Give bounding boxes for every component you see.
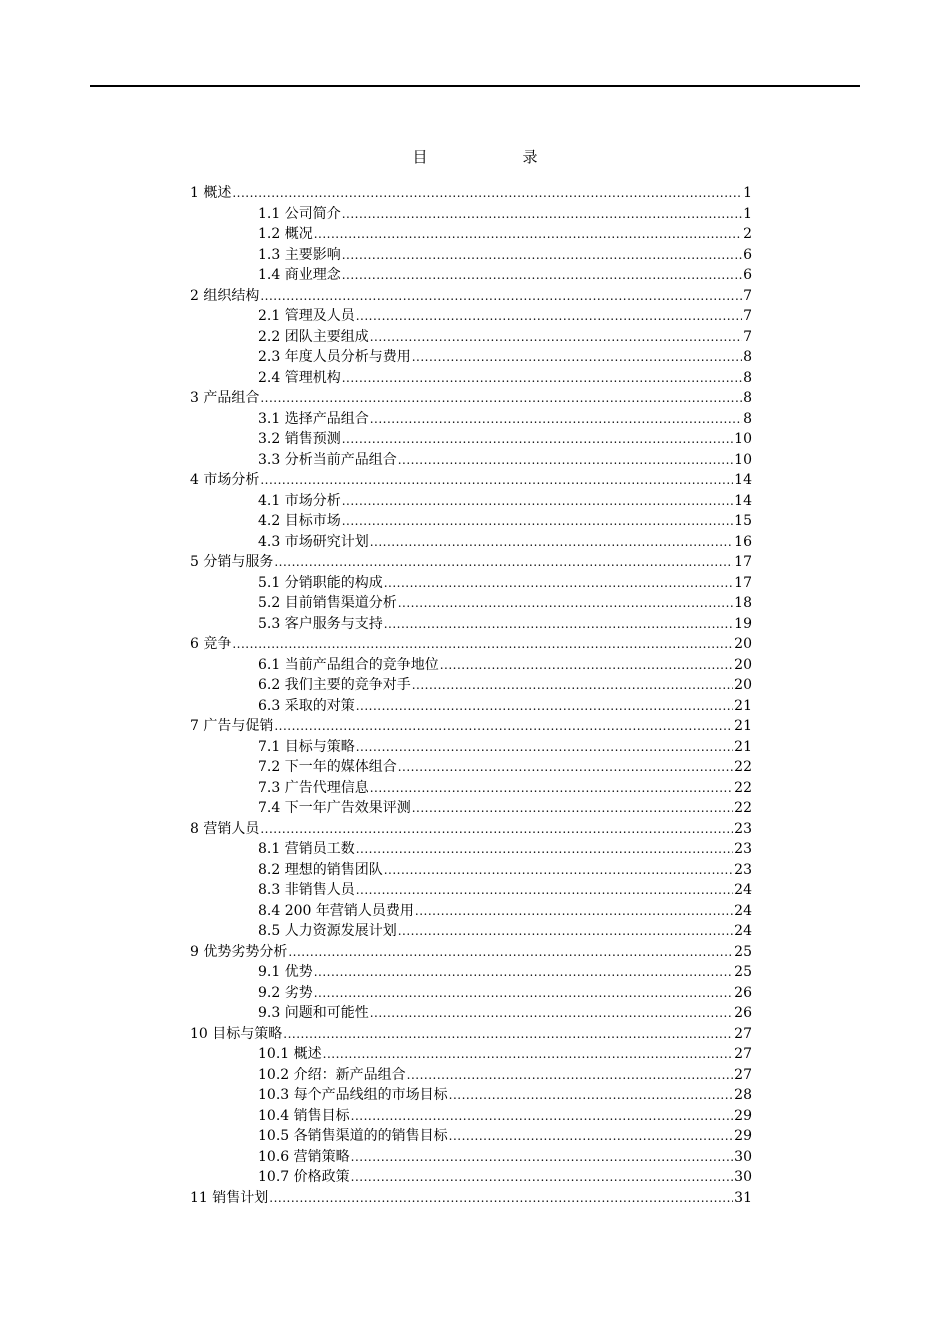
toc-chapter-entry[interactable]: [190, 552, 752, 573]
toc-leader-dots: [342, 429, 733, 450]
toc-section-entry[interactable]: [190, 511, 752, 532]
toc-entry-label: 5.3 客户服务与支持: [258, 615, 383, 632]
toc-entry-page: 23: [734, 841, 752, 857]
toc-entry-label: 9.1 优势: [258, 964, 313, 980]
toc-entry-page: 1: [743, 205, 752, 222]
toc-entry-page: 18: [734, 595, 752, 611]
toc-leader-dots: [269, 1188, 733, 1209]
toc-entry-label: 8.5 人力资源发展计划: [258, 923, 397, 939]
toc-leader-dots: [260, 470, 733, 491]
toc-entry-label: 5 分销与服务: [190, 554, 274, 570]
toc-leader-dots: [323, 1044, 734, 1065]
toc-leader-dots: [370, 327, 742, 348]
toc-entry-label: 8.1 营销员工数: [258, 841, 355, 857]
toc-entry-label: 3 产品组合: [190, 390, 260, 406]
toc-entry-page: 6: [743, 267, 752, 283]
toc-entry-page: 27: [734, 1046, 752, 1062]
toc-entry-page: 7: [743, 328, 752, 345]
toc-section-entry[interactable]: [190, 675, 752, 696]
toc-leader-dots: [260, 388, 742, 409]
toc-leader-dots: [370, 532, 733, 553]
toc-entry-page: 23: [734, 820, 752, 837]
toc-entry-page: 2: [743, 226, 752, 242]
toc-entry-label: 7.2 下一年的媒体组合: [258, 759, 397, 775]
toc-entry-label: 10.4 销售目标: [258, 1107, 350, 1124]
toc-entry-label: 10.2 介绍：新产品组合: [258, 1066, 406, 1083]
toc-chapter-entry[interactable]: [190, 716, 752, 737]
toc-leader-dots: [412, 347, 742, 368]
toc-entry-label: 7 广告与促销: [190, 718, 274, 734]
toc-leader-dots: [260, 819, 733, 840]
toc-chapter-entry[interactable]: [190, 819, 752, 840]
toc-entry-label: 8 营销人员: [190, 820, 260, 837]
toc-entry-page: 16: [734, 533, 752, 550]
toc-leader-dots: [342, 368, 742, 389]
toc-leader-dots: [260, 286, 742, 307]
toc-entry-label: 6.1 当前产品组合的竞争地位: [258, 656, 439, 673]
toc-section-entry[interactable]: [190, 429, 752, 450]
toc-section-entry[interactable]: [190, 798, 752, 819]
toc-leader-dots: [356, 737, 733, 758]
toc-entry-page: 19: [734, 615, 752, 632]
toc-entry-label: 5.2 目前销售渠道分析: [258, 595, 397, 611]
toc-entry-page: 22: [734, 779, 752, 796]
toc-leader-dots: [351, 1167, 734, 1188]
toc-entry-label: 1.2 概况: [258, 226, 313, 242]
toc-entry-label: 11 销售计划: [190, 1189, 269, 1206]
toc-entry-page: 27: [734, 1066, 752, 1083]
toc-chapter-entry[interactable]: [190, 1188, 752, 1209]
toc-section-entry[interactable]: [190, 757, 752, 778]
toc-entry-page: 24: [734, 902, 752, 919]
toc-entry-page: 15: [734, 513, 752, 529]
toc-section-entry[interactable]: [190, 327, 752, 348]
toc-leader-dots: [351, 1147, 734, 1168]
toc-leader-dots: [356, 306, 742, 327]
toc-section-entry[interactable]: [190, 901, 752, 922]
toc-section-entry[interactable]: [190, 306, 752, 327]
toc-section-entry[interactable]: [190, 224, 752, 245]
toc-section-entry[interactable]: [190, 778, 752, 799]
toc-entry-label: 1.4 商业理念: [258, 267, 341, 283]
toc-entry-label: 4.2 目标市场: [258, 513, 341, 529]
toc-leader-dots: [342, 265, 742, 286]
toc-section-entry[interactable]: [190, 347, 752, 368]
toc-entry-page: 7: [743, 287, 752, 304]
toc-section-entry[interactable]: [190, 1147, 752, 1168]
toc-entry-label: 9.2 劣势: [258, 984, 313, 1001]
toc-leader-dots: [412, 675, 733, 696]
toc-entry-page: 1: [743, 185, 752, 201]
toc-entry-page: 30: [734, 1169, 752, 1185]
toc-entry-label: 7.3 广告代理信息: [258, 779, 369, 796]
toc-entry-label: 7.4 下一年广告效果评测: [258, 800, 411, 816]
toc-entry-page: 6: [743, 246, 752, 263]
toc-chapter-entry[interactable]: [190, 183, 752, 204]
toc-chapter-entry[interactable]: [190, 470, 752, 491]
toc-entry-label: 9 优势劣势分析: [190, 943, 288, 960]
toc-entry-page: 17: [734, 574, 752, 591]
toc-entry-page: 21: [734, 697, 752, 714]
toc-leader-dots: [274, 716, 733, 737]
toc-entry-page: 30: [734, 1148, 752, 1165]
toc-section-entry[interactable]: [190, 1044, 752, 1065]
toc-entry-page: 8: [743, 410, 752, 427]
toc-entry-page: 10: [734, 451, 752, 468]
toc-chapter-entry[interactable]: [190, 942, 752, 963]
toc-entry-label: 10.7 价格政策: [258, 1169, 350, 1185]
toc-section-entry[interactable]: [190, 962, 752, 983]
toc-entry-page: 26: [734, 1005, 752, 1021]
toc-entry-label: 10 目标与策略: [190, 1025, 283, 1042]
toc-entry-label: 10.3 每个产品线组的市场目标: [258, 1087, 448, 1103]
toc-entry-page: 29: [734, 1128, 752, 1144]
toc-leader-dots: [342, 511, 733, 532]
toc-leader-dots: [356, 880, 733, 901]
toc-entry-label: 7.1 目标与策略: [258, 738, 355, 755]
toc-entry-page: 20: [734, 656, 752, 673]
toc-leader-dots: [342, 204, 742, 225]
toc-entry-page: 25: [734, 943, 752, 960]
toc-entry-page: 29: [734, 1107, 752, 1124]
toc-entry-page: 24: [734, 882, 752, 898]
toc-entry-page: 17: [734, 554, 752, 570]
toc-leader-dots: [232, 183, 742, 204]
toc-entry-page: 8: [743, 369, 752, 386]
toc-section-entry[interactable]: [190, 860, 752, 881]
toc-entry-label: 2.1 管理及人员: [258, 308, 355, 324]
toc-entry-page: 14: [734, 472, 752, 488]
toc-section-entry[interactable]: [190, 573, 752, 594]
toc-section-entry[interactable]: [190, 655, 752, 676]
toc-leader-dots: [398, 921, 733, 942]
toc-section-entry[interactable]: [190, 265, 752, 286]
toc-entry-label: 10.6 营销策略: [258, 1148, 350, 1165]
toc-entry-page: 24: [734, 923, 752, 939]
toc-entry-label: 10.1 概述: [258, 1046, 322, 1062]
toc-section-entry[interactable]: [190, 737, 752, 758]
toc-entry-label: 8.3 非销售人员: [258, 882, 355, 898]
toc-entry-page: 20: [734, 677, 752, 693]
toc-leader-dots: [407, 1065, 734, 1086]
toc-entry-label: 2.2 团队主要组成: [258, 328, 369, 345]
toc-entry-page: 22: [734, 759, 752, 775]
toc-leader-dots: [274, 552, 733, 573]
toc-entry-page: 21: [734, 738, 752, 755]
toc-chapter-entry[interactable]: [190, 286, 752, 307]
toc-section-entry[interactable]: [190, 983, 752, 1004]
toc-section-entry[interactable]: [190, 593, 752, 614]
toc-entry-label: 5.1 分销职能的构成: [258, 574, 383, 591]
toc-chapter-entry[interactable]: [190, 634, 752, 655]
toc-entry-label: 2.3 年度人员分析与费用: [258, 349, 411, 365]
toc-chapter-entry[interactable]: [190, 388, 752, 409]
toc-entry-label: 6.2 我们主要的竞争对手: [258, 677, 411, 693]
toc-leader-dots: [398, 450, 733, 471]
toc-section-entry[interactable]: [190, 1003, 752, 1024]
toc-leader-dots: [351, 1106, 734, 1127]
toc-leader-dots: [356, 696, 733, 717]
toc-leader-dots: [449, 1126, 734, 1147]
toc-entry-label: 2.4 管理机构: [258, 369, 341, 386]
toc-entry-page: 27: [734, 1025, 752, 1042]
toc-section-entry[interactable]: [190, 880, 752, 901]
toc-leader-dots: [370, 409, 742, 430]
toc-section-entry[interactable]: [190, 1085, 752, 1106]
toc-entry-label: 4 市场分析: [190, 472, 260, 488]
toc-leader-dots: [384, 573, 733, 594]
toc-section-entry[interactable]: [190, 839, 752, 860]
toc-leader-dots: [398, 593, 733, 614]
toc-leader-dots: [398, 757, 733, 778]
toc-section-entry[interactable]: [190, 696, 752, 717]
toc-entry-page: 22: [734, 800, 752, 816]
toc-leader-dots: [283, 1024, 733, 1045]
toc-chapter-entry[interactable]: [190, 1024, 752, 1045]
toc-leader-dots: [356, 839, 733, 860]
toc-entry-page: 10: [734, 431, 752, 447]
toc-section-entry[interactable]: [190, 491, 752, 512]
toc-entry-label: 2 组织结构: [190, 287, 260, 304]
toc-entry-label: 3.1 选择产品组合: [258, 410, 369, 427]
toc-section-entry[interactable]: [190, 204, 752, 225]
toc-entry-label: 4.3 市场研究计划: [258, 533, 369, 550]
toc-entry-label: 4.1 市场分析: [258, 492, 341, 509]
toc-leader-dots: [449, 1085, 734, 1106]
toc-entry-label: 6 竞争: [190, 636, 232, 652]
toc-entry-page: 23: [734, 861, 752, 878]
toc-leader-dots: [342, 491, 733, 512]
toc-section-entry[interactable]: [190, 409, 752, 430]
toc-entry-page: 8: [743, 390, 752, 406]
toc-entry-label: 8.4 200 年营销人员费用: [258, 902, 414, 919]
toc-section-entry[interactable]: [190, 245, 752, 266]
toc-entry-page: 26: [734, 984, 752, 1001]
toc-leader-dots: [314, 962, 733, 983]
toc-entry-page: 20: [734, 636, 752, 652]
toc-entry-label: 10.5 各销售渠道的的销售目标: [258, 1128, 448, 1144]
toc-leader-dots: [415, 901, 733, 922]
toc-leader-dots: [384, 614, 733, 635]
toc-entry-page: 31: [734, 1189, 752, 1206]
toc-entry-page: 8: [743, 349, 752, 365]
toc-entry-label: 6.3 采取的对策: [258, 697, 355, 714]
toc-section-entry[interactable]: [190, 1126, 752, 1147]
toc-entry-label: 9.3 问题和可能性: [258, 1005, 369, 1021]
toc-entry-label: 1 概述: [190, 185, 232, 201]
toc-entry-page: 7: [743, 308, 752, 324]
toc-leader-dots: [314, 983, 733, 1004]
toc-section-entry[interactable]: [190, 450, 752, 471]
table-of-contents: [190, 183, 752, 1208]
toc-section-entry[interactable]: [190, 368, 752, 389]
toc-leader-dots: [342, 245, 742, 266]
toc-entry-label: 3.3 分析当前产品组合: [258, 451, 397, 468]
toc-section-entry[interactable]: [190, 1065, 752, 1086]
toc-entry-page: 21: [734, 718, 752, 734]
toc-leader-dots: [232, 634, 733, 655]
toc-title: 目 录: [412, 148, 578, 166]
toc-entry-page: 14: [734, 492, 752, 509]
toc-leader-dots: [370, 778, 733, 799]
toc-leader-dots: [384, 860, 733, 881]
toc-leader-dots: [370, 1003, 733, 1024]
toc-leader-dots: [314, 224, 742, 245]
toc-leader-dots: [412, 798, 733, 819]
toc-entry-page: 25: [734, 964, 752, 980]
toc-section-entry[interactable]: [190, 614, 752, 635]
toc-section-entry[interactable]: [190, 921, 752, 942]
toc-section-entry[interactable]: [190, 1167, 752, 1188]
toc-entry-page: 28: [734, 1087, 752, 1103]
toc-entry-label: 8.2 理想的销售团队: [258, 861, 383, 878]
header-rule: [90, 85, 860, 87]
toc-section-entry[interactable]: [190, 1106, 752, 1127]
toc-entry-label: 1.1 公司简介: [258, 205, 341, 222]
toc-entry-label: 3.2 销售预测: [258, 431, 341, 447]
toc-entry-label: 1.3 主要影响: [258, 246, 341, 263]
toc-leader-dots: [440, 655, 733, 676]
toc-section-entry[interactable]: [190, 532, 752, 553]
toc-leader-dots: [288, 942, 733, 963]
